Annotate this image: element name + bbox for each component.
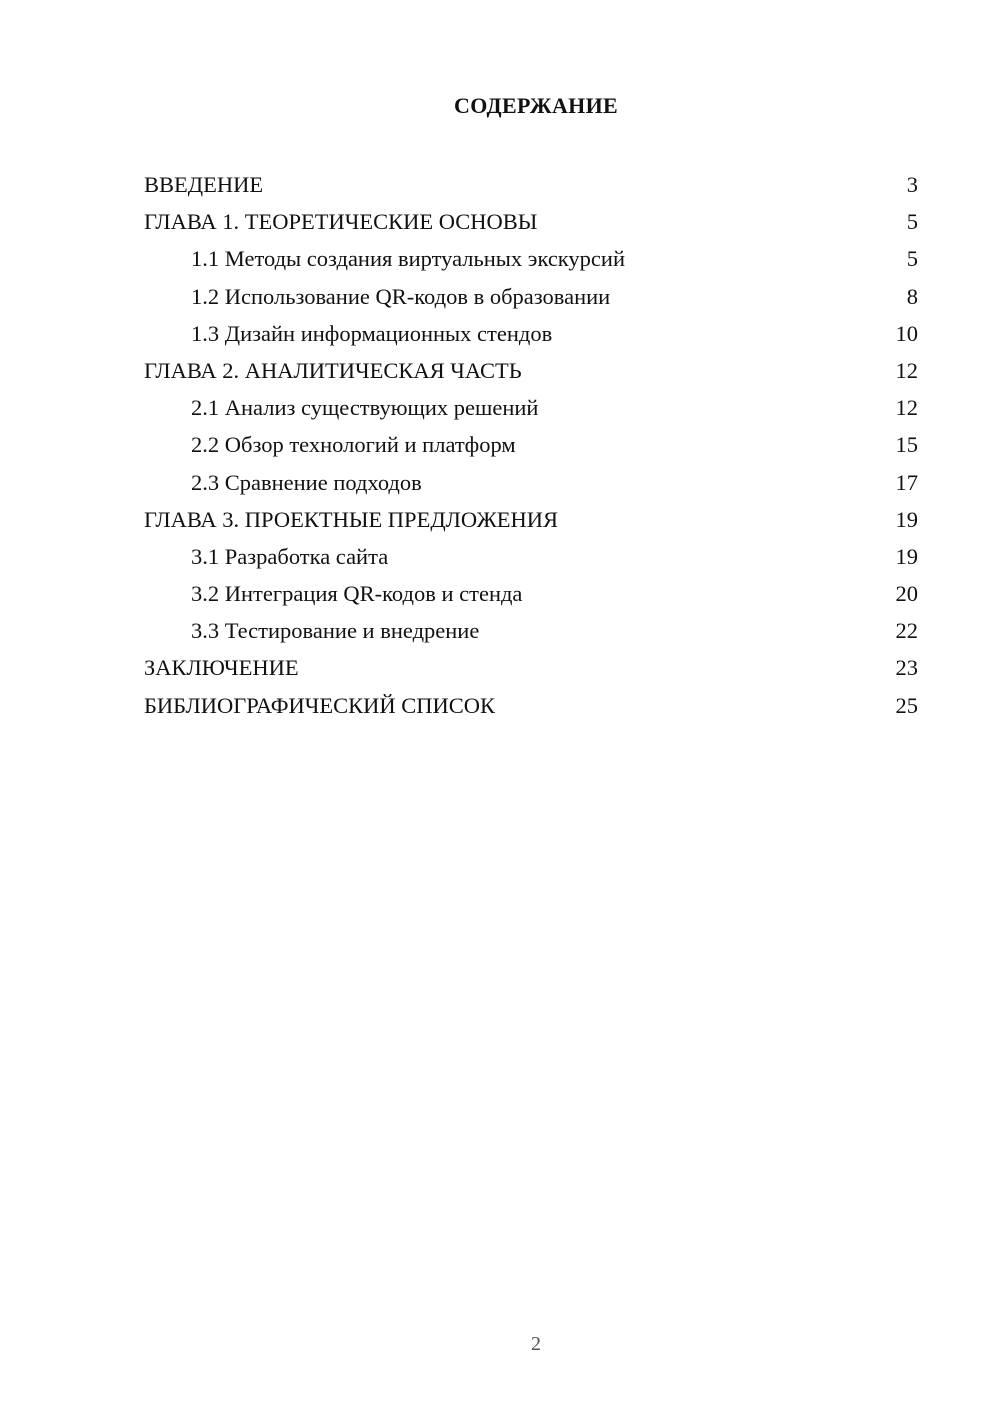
toc-entry (144, 612, 918, 649)
toc-entry-page: 10 (895, 320, 918, 346)
toc-entry (144, 464, 918, 501)
toc-entry (144, 315, 918, 352)
toc-entry-page: 15 (895, 432, 918, 458)
toc-entry-label: ВВЕДЕНИЕ (144, 172, 264, 197)
toc-title: СОДЕРЖАНИЕ (454, 93, 618, 118)
toc-entry (144, 575, 918, 612)
table-of-contents (144, 166, 918, 724)
toc-entry-label: ЗАКЛЮЧЕНИЕ (144, 655, 299, 681)
toc-entry-label: 2.3 Сравнение подходов (191, 469, 422, 495)
toc-entry-page: 19 (895, 543, 918, 569)
toc-entry-page: 12 (895, 395, 918, 421)
toc-entry (144, 352, 918, 389)
toc-entry-page: 12 (895, 357, 918, 383)
toc-entry (144, 166, 918, 203)
page-number: 2 (531, 1333, 541, 1355)
toc-entry (144, 687, 918, 724)
toc-entry-page: 23 (895, 655, 918, 681)
toc-entry (144, 389, 918, 426)
toc-entry-label: 1.1 Методы создания виртуальных экскурсий (191, 246, 625, 272)
toc-entry-label: 2.1 Анализ существующих решений (191, 395, 539, 421)
toc-entry-label: ГЛАВА 2. АНАЛИТИЧЕСКАЯ ЧАСТЬ (144, 357, 522, 383)
toc-entry (144, 538, 918, 575)
toc-entry-label: ГЛАВА 3. ПРОЕКТНЫЕ ПРЕДЛОЖЕНИЯ (144, 506, 559, 532)
toc-entry-label: 3.2 Интеграция QR-кодов и стенда (191, 581, 523, 607)
toc-entry (144, 649, 918, 686)
toc-entry (144, 203, 918, 240)
toc-entry-page: 5 (906, 246, 918, 272)
toc-entry-page: 20 (895, 581, 918, 607)
toc-entry-label: ГЛАВА 1. ТЕОРЕТИЧЕСКИЕ ОСНОВЫ (144, 209, 538, 235)
toc-entry (144, 501, 918, 538)
toc-entry-page: 3 (906, 172, 918, 197)
toc-entry-page: 17 (895, 469, 918, 495)
toc-entry-label: 3.3 Тестирование и внедрение (191, 618, 480, 644)
toc-entry (144, 426, 918, 463)
toc-entry (144, 240, 918, 277)
toc-entry-label: 1.2 Использование QR-кодов в образовании (191, 283, 611, 309)
toc-entry (144, 278, 918, 315)
toc-entry-page: 8 (906, 283, 918, 309)
toc-entry-page: 5 (906, 209, 918, 235)
toc-entry-page: 19 (895, 506, 918, 532)
toc-entry-label: БИБЛИОГРАФИЧЕСКИЙ СПИСОК (144, 692, 496, 718)
toc-entry-page: 22 (895, 618, 918, 644)
toc-entry-label: 2.2 Обзор технологий и платформ (191, 432, 516, 458)
toc-entry-label: 3.1 Разработка сайта (191, 543, 389, 569)
toc-entry-page: 25 (895, 692, 918, 718)
toc-entry-label: 1.3 Дизайн информационных стендов (191, 320, 553, 346)
